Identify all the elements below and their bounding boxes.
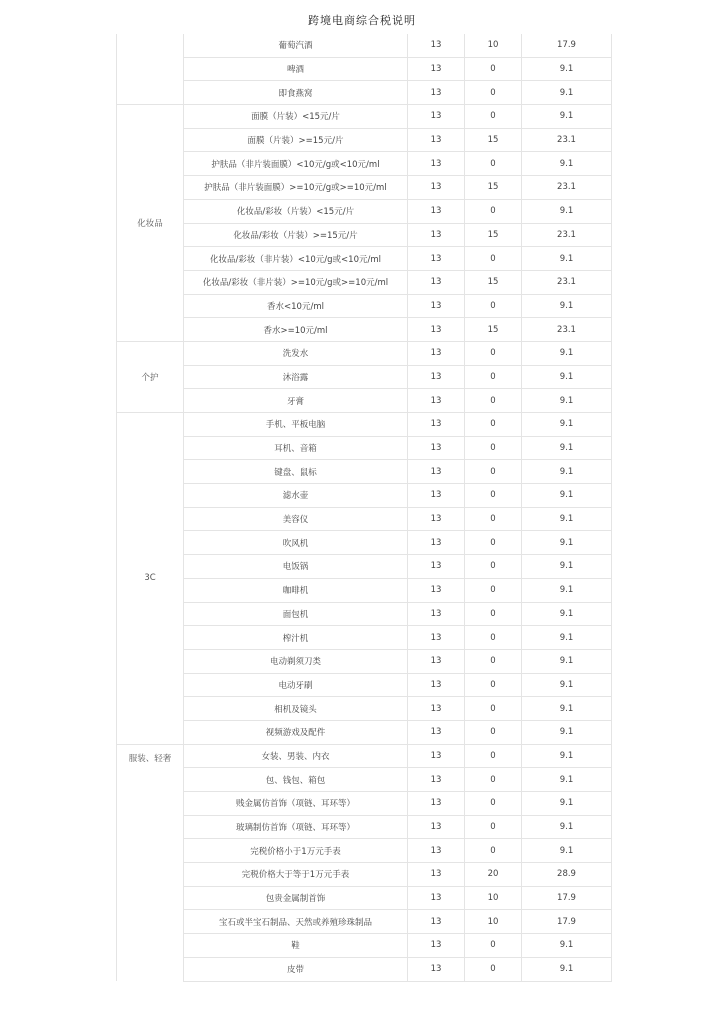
consumption-tax-cell: 0 [465,720,522,744]
item-name-cell: 沐浴露 [184,365,408,389]
table-row [117,720,612,744]
combined-rate-cell: 9.1 [522,531,612,555]
table-row [117,128,612,152]
table-row [117,531,612,555]
vat-rate-cell: 13 [408,863,465,887]
item-name-cell: 面膜（片装）>=15元/片 [184,128,408,152]
item-name-cell: 吹风机 [184,531,408,555]
combined-rate-cell: 9.1 [522,839,612,863]
item-name-cell: 耳机、音箱 [184,436,408,460]
combined-rate-cell: 23.1 [522,223,612,247]
item-name-cell: 鞋 [184,934,408,958]
combined-rate-cell: 9.1 [522,460,612,484]
item-name-cell: 滤水壶 [184,484,408,508]
item-name-cell: 即食燕窝 [184,81,408,105]
combined-rate-cell: 9.1 [522,555,612,579]
item-name-cell: 化妆品/彩妆（片装）>=15元/片 [184,223,408,247]
table-row [117,910,612,934]
item-name-cell: 化妆品/彩妆（非片装）>=10元/g或>=10元/ml [184,270,408,294]
vat-rate-cell: 13 [408,555,465,579]
category-cell [117,34,184,105]
item-name-cell: 咖啡机 [184,578,408,602]
vat-rate-cell: 13 [408,294,465,318]
table-row [117,57,612,81]
combined-rate-cell: 9.1 [522,649,612,673]
consumption-tax-cell: 10 [465,886,522,910]
consumption-tax-cell: 0 [465,649,522,673]
consumption-tax-cell: 10 [465,34,522,57]
combined-rate-cell: 9.1 [522,341,612,365]
combined-rate-cell: 9.1 [522,152,612,176]
combined-rate-cell: 23.1 [522,318,612,342]
consumption-tax-cell: 15 [465,318,522,342]
combined-rate-cell: 9.1 [522,957,612,981]
consumption-tax-cell: 0 [465,199,522,223]
vat-rate-cell: 13 [408,531,465,555]
item-name-cell: 电动剃须刀类 [184,649,408,673]
table-row [117,318,612,342]
consumption-tax-cell: 15 [465,176,522,200]
item-name-cell: 化妆品/彩妆（片装）<15元/片 [184,199,408,223]
consumption-tax-cell: 0 [465,839,522,863]
vat-rate-cell: 13 [408,697,465,721]
table-row [117,389,612,413]
table-row [117,247,612,271]
combined-rate-cell: 9.1 [522,365,612,389]
item-name-cell: 香水>=10元/ml [184,318,408,342]
table-row [117,81,612,105]
item-name-cell: 葡萄汽酒 [184,34,408,57]
vat-rate-cell: 13 [408,578,465,602]
table-row [117,152,612,176]
table-row [117,365,612,389]
table-row [117,34,612,57]
combined-rate-cell: 28.9 [522,863,612,887]
page-title: 跨境电商综合税说明 [308,14,416,27]
item-name-cell: 啤酒 [184,57,408,81]
vat-rate-cell: 13 [408,934,465,958]
table-row [117,649,612,673]
consumption-tax-cell: 15 [465,223,522,247]
category-cell: 3C [117,413,184,745]
table-row [117,886,612,910]
vat-rate-cell: 13 [408,720,465,744]
combined-rate-cell: 9.1 [522,697,612,721]
table-row [117,839,612,863]
item-name-cell: 化妆品/彩妆（非片装）<10元/g或<10元/ml [184,247,408,271]
table-row [117,176,612,200]
consumption-tax-cell: 20 [465,863,522,887]
table-row [117,105,612,129]
combined-rate-cell: 9.1 [522,294,612,318]
combined-rate-cell: 9.1 [522,484,612,508]
consumption-tax-cell: 0 [465,602,522,626]
consumption-tax-cell: 0 [465,792,522,816]
category-cell: 服装、轻奢 [117,744,184,981]
table-row [117,270,612,294]
combined-rate-cell: 9.1 [522,413,612,437]
item-name-cell: 宝石或半宝石制品、天然或养殖珍珠制品 [184,910,408,934]
consumption-tax-cell: 0 [465,341,522,365]
table-row [117,768,612,792]
category-cell: 个护 [117,341,184,412]
combined-rate-cell: 9.1 [522,934,612,958]
combined-rate-cell: 23.1 [522,128,612,152]
consumption-tax-cell: 15 [465,270,522,294]
consumption-tax-cell: 0 [465,436,522,460]
vat-rate-cell: 13 [408,247,465,271]
combined-rate-cell: 23.1 [522,176,612,200]
vat-rate-cell: 13 [408,270,465,294]
item-name-cell: 美容仪 [184,507,408,531]
item-name-cell: 包贵金属制首饰 [184,886,408,910]
consumption-tax-cell: 0 [465,673,522,697]
consumption-tax-cell: 0 [465,105,522,129]
table-row [117,697,612,721]
item-name-cell: 榨汁机 [184,626,408,650]
vat-rate-cell: 13 [408,815,465,839]
consumption-tax-cell: 0 [465,460,522,484]
consumption-tax-cell: 0 [465,934,522,958]
tax-rate-table [116,34,612,982]
combined-rate-cell: 9.1 [522,436,612,460]
consumption-tax-cell: 0 [465,247,522,271]
vat-rate-cell: 13 [408,223,465,247]
item-name-cell: 电动牙刷 [184,673,408,697]
consumption-tax-cell: 0 [465,815,522,839]
vat-rate-cell: 13 [408,744,465,768]
consumption-tax-cell: 0 [465,365,522,389]
item-name-cell: 面包机 [184,602,408,626]
table-row [117,555,612,579]
vat-rate-cell: 13 [408,128,465,152]
combined-rate-cell: 9.1 [522,199,612,223]
consumption-tax-cell: 0 [465,152,522,176]
combined-rate-cell: 9.1 [522,602,612,626]
table-row [117,436,612,460]
item-name-cell: 护肤品（非片装面膜）>=10元/g或>=10元/ml [184,176,408,200]
consumption-tax-cell: 0 [465,697,522,721]
combined-rate-cell: 9.1 [522,105,612,129]
table-row [117,460,612,484]
table-row [117,413,612,437]
table-row [117,199,612,223]
combined-rate-cell: 9.1 [522,389,612,413]
combined-rate-cell: 9.1 [522,720,612,744]
table-row [117,815,612,839]
consumption-tax-cell: 15 [465,128,522,152]
item-name-cell: 键盘、鼠标 [184,460,408,484]
item-name-cell: 视频游戏及配件 [184,720,408,744]
item-name-cell: 完税价格大于等于1万元手表 [184,863,408,887]
consumption-tax-cell: 0 [465,555,522,579]
combined-rate-cell: 9.1 [522,57,612,81]
combined-rate-cell: 9.1 [522,673,612,697]
vat-rate-cell: 13 [408,460,465,484]
consumption-tax-cell: 0 [465,484,522,508]
table-row [117,863,612,887]
item-name-cell: 香水<10元/ml [184,294,408,318]
consumption-tax-cell: 0 [465,531,522,555]
combined-rate-cell: 9.1 [522,792,612,816]
tax-table-body [117,34,612,981]
vat-rate-cell: 13 [408,910,465,934]
combined-rate-cell: 23.1 [522,270,612,294]
item-name-cell: 玻璃制仿首饰（项链、耳环等） [184,815,408,839]
table-row [117,223,612,247]
consumption-tax-cell: 0 [465,389,522,413]
item-name-cell: 包、钱包、箱包 [184,768,408,792]
vat-rate-cell: 13 [408,81,465,105]
vat-rate-cell: 13 [408,792,465,816]
combined-rate-cell: 9.1 [522,744,612,768]
vat-rate-cell: 13 [408,957,465,981]
combined-rate-cell: 9.1 [522,815,612,839]
vat-rate-cell: 13 [408,341,465,365]
item-name-cell: 女装、男装、内衣 [184,744,408,768]
table-row [117,484,612,508]
consumption-tax-cell: 0 [465,507,522,531]
vat-rate-cell: 13 [408,105,465,129]
vat-rate-cell: 13 [408,673,465,697]
table-row [117,626,612,650]
consumption-tax-cell: 0 [465,413,522,437]
combined-rate-cell: 9.1 [522,768,612,792]
item-name-cell: 面膜（片装）<15元/片 [184,105,408,129]
table-row [117,673,612,697]
vat-rate-cell: 13 [408,839,465,863]
vat-rate-cell: 13 [408,413,465,437]
table-row [117,341,612,365]
item-name-cell: 电饭锅 [184,555,408,579]
combined-rate-cell: 9.1 [522,507,612,531]
combined-rate-cell: 9.1 [522,578,612,602]
vat-rate-cell: 13 [408,649,465,673]
consumption-tax-cell: 0 [465,768,522,792]
vat-rate-cell: 13 [408,199,465,223]
item-name-cell: 护肤品（非片装面膜）<10元/g或<10元/ml [184,152,408,176]
table-row [117,792,612,816]
combined-rate-cell: 9.1 [522,626,612,650]
consumption-tax-cell: 0 [465,81,522,105]
vat-rate-cell: 13 [408,886,465,910]
vat-rate-cell: 13 [408,507,465,531]
vat-rate-cell: 13 [408,318,465,342]
combined-rate-cell: 9.1 [522,247,612,271]
consumption-tax-cell: 0 [465,957,522,981]
consumption-tax-cell: 0 [465,294,522,318]
consumption-tax-cell: 10 [465,910,522,934]
table-row [117,934,612,958]
item-name-cell: 手机、平板电脑 [184,413,408,437]
vat-rate-cell: 13 [408,484,465,508]
vat-rate-cell: 13 [408,57,465,81]
vat-rate-cell: 13 [408,152,465,176]
item-name-cell: 皮带 [184,957,408,981]
consumption-tax-cell: 0 [465,744,522,768]
vat-rate-cell: 13 [408,768,465,792]
table-row [117,578,612,602]
item-name-cell: 相机及镜头 [184,697,408,721]
category-cell: 化妆品 [117,105,184,342]
item-name-cell: 洗发水 [184,341,408,365]
table-row [117,294,612,318]
table-row [117,602,612,626]
item-name-cell: 贱金属仿首饰（项链、耳环等） [184,792,408,816]
combined-rate-cell: 17.9 [522,886,612,910]
vat-rate-cell: 13 [408,626,465,650]
vat-rate-cell: 13 [408,389,465,413]
table-row [117,957,612,981]
combined-rate-cell: 17.9 [522,34,612,57]
vat-rate-cell: 13 [408,602,465,626]
combined-rate-cell: 17.9 [522,910,612,934]
consumption-tax-cell: 0 [465,57,522,81]
item-name-cell: 牙膏 [184,389,408,413]
vat-rate-cell: 13 [408,34,465,57]
combined-rate-cell: 9.1 [522,81,612,105]
vat-rate-cell: 13 [408,365,465,389]
item-name-cell: 完税价格小于1万元手表 [184,839,408,863]
consumption-tax-cell: 0 [465,578,522,602]
vat-rate-cell: 13 [408,176,465,200]
table-row [117,507,612,531]
consumption-tax-cell: 0 [465,626,522,650]
vat-rate-cell: 13 [408,436,465,460]
table-row [117,744,612,768]
